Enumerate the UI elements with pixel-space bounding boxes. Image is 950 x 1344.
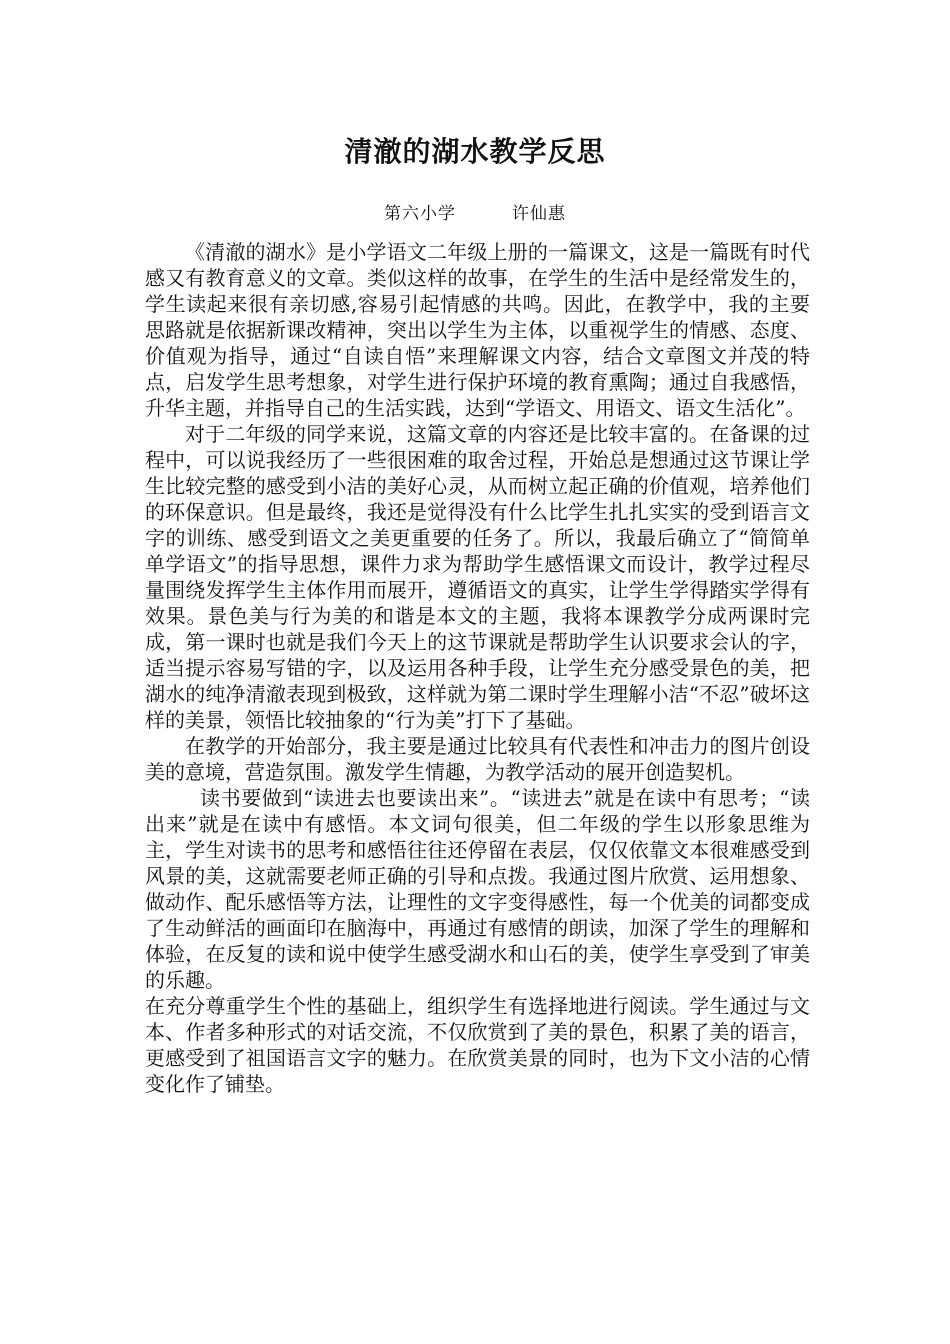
paragraph-2: 对于二年级的同学来说，这篇文章的内容还是比较丰富的。在备课的过程中，可以说我经历了一些很困难的取舍过程，开始总是想通过这节课让学生比较完整的感受到小洁的美好心灵，从而树立起正确的价值观，培养他们的环保意识。但是最终，我还是觉得没有什么比学生扎扎实实的受到语言文字的训练、感受到语文之美更重要的任务了。所以，我最后确立了“简简单单学语文”的指导思想，课件力求为帮助学生感悟课文而设计，教学过程尽量围绕发挥学生主体作用而展开，遵循语文的真实，让学生学得踏实学得有效果。景色美与行为美的和谐是本文的主题，我将本课教学分成两课时完成，第一课时也就是我们今天上的这节课就是帮助学生认识要求会认的字，适当提示容易写错的字，以及运用各种手段，让学生充分感受景色的美，把湖水的纯净清澈表现到极致，这样就为第二课时学生理解小洁“不忍”破坏这样的美景，领悟比较抽象的“行为美”打下了基础。 — [145, 422, 810, 732]
school-name: 第六小学 — [384, 204, 456, 224]
article-body — [145, 239, 810, 1097]
paragraph-1: 《清澈的湖水》是小学语文二年级上册的一篇课文，这是一篇既有时代感又有教育意义的文章。类似这样的故事，在学生的生活中是经常发生的，学生读起来很有亲切感,容易引起情感的共鸣。因此，在教学中，我的主要思路就是依据新课改精神，突出以学生为主体，以重视学生的情感、态度、价值观为指导，通过“自读自悟”来理解课文内容，结合文章图文并茂的特点，启发学生思考想象，对学生进行保护环境的教育熏陶；通过自我感悟，升华主题，并指导自己的生活实践，达到“学语文、用语文、语文生活化”。 — [145, 240, 810, 420]
document-title: 清澈的湖水教学反思 — [344, 135, 606, 168]
author-name: 许仙惠 — [512, 204, 566, 224]
byline — [0, 199, 950, 224]
paragraph-5: 在充分尊重学生个性的基础上，组织学生有选择地进行阅读。学生通过与文本、作者多种形式的对话交流，不仅欣赏到了美的景色，积累了美的语言，更感受到了祖国语言文字的魅力。在欣赏美景的同时，也为下文小洁的心情变化作了铺垫。 — [145, 994, 810, 1096]
paragraph-4: 读书要做到“读进去也要读出来”。“读进去”就是在读中有思考；“读出来”就是在读中有感悟。本文词句很美，但二年级的学生以形象思维为主，学生对读书的思考和感悟往往还停留在表层，仅仅依靠文本很难感受到风景的美，这就需要老师正确的引导和点拨。我通过图片欣赏、运用想象、做动作、配乐感悟等方法，让理性的文字变得感性，每一个优美的词都变成了生动鲜活的画面印在脑海中，再通过有感情的朗读，加深了学生的理解和体验，在反复的读和说中使学生感受湖水和山石的美，使学生享受到了审美的乐趣。 — [145, 786, 810, 992]
paragraph-3: 在教学的开始部分，我主要是通过比较具有代表性和冲击力的图片创设美的意境，营造氛围。激发学生情趣，为教学活动的展开创造契机。 — [145, 734, 810, 784]
